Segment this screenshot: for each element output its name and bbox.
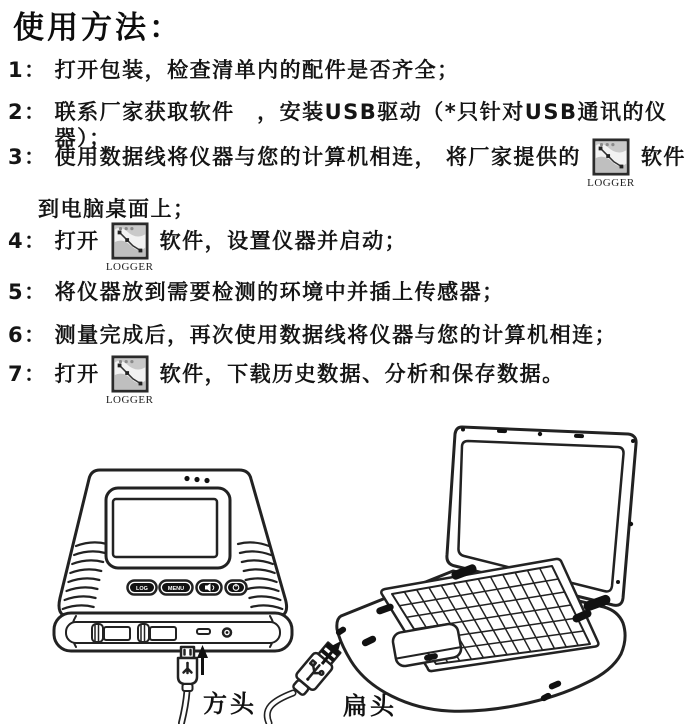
mini-usb-tip	[181, 647, 194, 658]
step-1	[8, 57, 460, 83]
step-4-text-pre: 打开	[54, 229, 100, 253]
sensor-port-1	[92, 624, 130, 642]
step-6-number: 6：	[8, 323, 47, 347]
connection-diagram	[0, 414, 700, 724]
step-7-text-post: 软件，下载历史数据、分析和保存数据。	[159, 362, 565, 386]
logger-icon-label: LOGGER	[105, 261, 154, 273]
step-2-number: 2：	[8, 100, 47, 124]
logger-icon-label: LOGGER	[587, 177, 635, 189]
square-head-label: 方头	[203, 690, 257, 718]
logger-app-icon	[105, 355, 154, 406]
step-1-text: 打开包装，检查清单内的配件是否齐全；	[54, 58, 460, 82]
bezel-dot	[629, 522, 633, 526]
bezel-dot	[616, 580, 620, 584]
step-2-text: 联系厂家获取软件 ，安装USB驱动（*只针对USB通讯的仪器）；	[54, 100, 668, 150]
device-button-menu-label: MENU	[167, 586, 185, 592]
bezel-dot	[631, 439, 635, 443]
step-4	[8, 222, 407, 273]
mini-usb-socket	[197, 629, 210, 634]
page-title: 使用方法：	[13, 10, 183, 46]
device-button-log-label: LOG	[136, 586, 148, 592]
step-5	[8, 279, 505, 305]
bezel-dot	[538, 432, 542, 436]
step-3-number: 3：	[8, 145, 47, 169]
logger-app-icon	[105, 222, 154, 273]
laptop-illustration	[335, 427, 636, 711]
step-3	[8, 138, 686, 189]
step-3-continued-text: 到电脑桌面上；	[38, 197, 196, 221]
device-led	[184, 476, 189, 481]
step-3-text-pre: 使用数据线将仪器与您的计算机相连， 将厂家提供的	[54, 145, 581, 169]
step-3-text-post: 软件	[640, 145, 686, 169]
device-led	[194, 477, 199, 482]
step-5-number: 5：	[8, 280, 47, 304]
logger-chart-icon	[111, 222, 149, 260]
step-5-text: 将仪器放到需要检测的环境中并插上传感器；	[54, 280, 505, 304]
mini-usb-connector	[178, 647, 197, 723]
step-4-text-post: 软件，设置仪器并启动；	[159, 229, 408, 253]
step-7-number: 7：	[8, 362, 47, 386]
bezel-dot	[461, 428, 465, 432]
flat-head-label: 扁头	[343, 692, 397, 720]
step-6	[8, 322, 617, 348]
step-3-continued	[38, 196, 196, 222]
bezel-mark	[497, 429, 507, 433]
step-7	[8, 355, 565, 406]
data-logger-device	[54, 470, 292, 651]
sensor-port-2	[138, 624, 176, 642]
step-1-number: 1：	[8, 58, 47, 82]
logger-icon-label: LOGGER	[105, 394, 154, 406]
step-7-text-pre: 打开	[54, 362, 100, 386]
bezel-mark	[574, 434, 584, 439]
logger-app-icon	[589, 138, 633, 189]
device-led	[204, 478, 209, 483]
device-screen	[113, 499, 217, 557]
step-4-number: 4：	[8, 229, 47, 253]
logger-chart-icon	[111, 355, 149, 393]
logger-chart-icon	[592, 138, 630, 176]
step-6-text: 测量完成后，再次使用数据线将仪器与您的计算机相连；	[54, 323, 618, 347]
